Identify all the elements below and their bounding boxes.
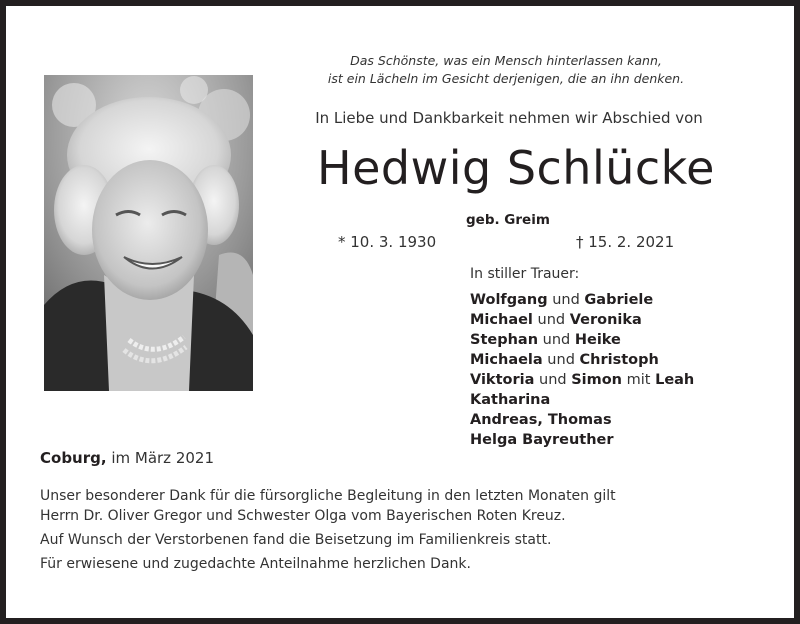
mourner-name: Stephan [470, 332, 539, 348]
thanks-paragraph-1 [40, 486, 760, 526]
mourner-connector: und [538, 332, 575, 348]
motto-line-2: ist ein Lächeln im Gesicht derjenigen, die an ihn denken. [327, 71, 685, 86]
maiden-name: geb. Greim [466, 212, 550, 228]
mourner-row [470, 410, 770, 430]
place-city: Coburg, [40, 449, 107, 467]
motto-line-1: Das Schönste, was ein Mensch hinterlassen kann, [350, 53, 662, 68]
mourner-row [470, 290, 770, 310]
thanks-p1-line2: Herrn Dr. Oliver Gregor und Schwester Olga vom Bayerischen Roten Kreuz. [40, 508, 566, 524]
mourner-name: Michaela [470, 352, 543, 368]
mourner-connector: und [547, 292, 585, 308]
mourner-row [470, 350, 770, 370]
mourner-rows [470, 290, 770, 450]
mourner-name: Andreas, Thomas [470, 412, 612, 428]
mourner-name: Simon [571, 372, 623, 388]
mourner-name: Veronika [569, 312, 642, 328]
mourner-name: Katharina [470, 392, 551, 408]
mourner-row [470, 330, 770, 350]
mourners-list [470, 264, 770, 450]
place-date: im März 2021 [106, 449, 214, 467]
mourner-connector: und [534, 372, 572, 388]
birth-date: * 10. 3. 1930 [338, 233, 437, 251]
mourner-name: Gabriele [584, 292, 654, 308]
mourner-name: Helga Bayreuther [470, 432, 614, 448]
mourner-name: Michael [470, 312, 533, 328]
mourner-name: Wolfgang [470, 292, 548, 308]
mourner-connector: und [532, 312, 570, 328]
mourners-label: In stiller Trauer: [470, 266, 580, 282]
mourner-name: Viktoria [470, 372, 535, 388]
mourner-row [470, 430, 770, 450]
mourner-row [470, 370, 770, 390]
death-date: † 15. 2. 2021 [576, 233, 675, 251]
obituary-card [6, 6, 794, 618]
mourner-name: Heike [574, 332, 621, 348]
mourner-row [470, 310, 770, 330]
motto-quote [276, 52, 736, 88]
mourner-name: Leah [655, 372, 695, 388]
mourner-name: Christoph [579, 352, 659, 368]
thanks-p1-line1: Unser besonderer Dank für die fürsorgliche Begleitung in den letzten Monaten gilt [40, 488, 616, 504]
deceased-name: Hedwig Schlücke [317, 141, 715, 195]
mourner-connector: und [542, 352, 580, 368]
farewell-intro: In Liebe und Dankbarkeit nehmen wir Abschied von [315, 109, 703, 127]
thanks-section [40, 486, 760, 578]
mourner-connector: mit [622, 372, 656, 388]
portrait-photo [44, 75, 253, 391]
thanks-paragraph-3: Für erwiesene und zugedachte Anteilnahme herzlichen Dank. [40, 556, 471, 572]
thanks-paragraph-2: Auf Wunsch der Verstorbenen fand die Beisetzung im Familienkreis statt. [40, 532, 552, 548]
portrait-image [44, 75, 253, 391]
mourner-row [470, 390, 770, 410]
place-and-date [40, 448, 214, 468]
